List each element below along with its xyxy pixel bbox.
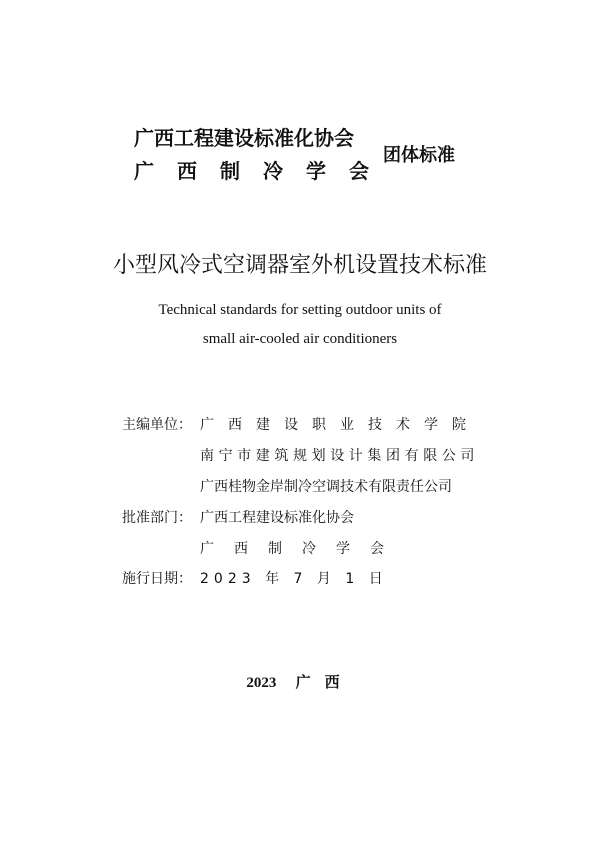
publication-place: 广西 bbox=[295, 673, 354, 691]
editor-unit-3: 广西桂物金岸制冷空调技术有限责任公司 bbox=[200, 479, 452, 495]
approval-dept-label: 批准部门： bbox=[122, 510, 192, 526]
document-title-english-line2: small air-cooled air conditioners bbox=[202, 331, 398, 347]
publication-footer bbox=[0, 671, 600, 694]
effective-date-label: 施行日期： bbox=[122, 571, 192, 587]
editor-unit-label: 主编单位： bbox=[122, 417, 192, 433]
issuer-society: 广西制冷学会 bbox=[134, 159, 392, 183]
editor-unit-2: 南宁市建筑规划设计集团有限公司 bbox=[200, 448, 479, 464]
standard-type-label: 团体标准 bbox=[383, 145, 455, 166]
document-title-chinese: 小型风冷式空调器室外机设置技术标准 bbox=[112, 253, 487, 278]
publication-year: 2023 bbox=[246, 675, 277, 691]
approval-dept-1: 广西工程建设标准化协会 bbox=[200, 510, 354, 526]
editor-unit-1: 广西建设职业技术学院 bbox=[200, 417, 480, 433]
document-title-english-line1: Technical standards for setting outdoor units of bbox=[158, 302, 442, 318]
issuer-association: 广西工程建设标准化协会 bbox=[134, 126, 354, 150]
approval-dept-2: 广西制冷学会 bbox=[200, 541, 404, 557]
effective-date: 2023 年 7 月 1 日 bbox=[200, 571, 388, 587]
